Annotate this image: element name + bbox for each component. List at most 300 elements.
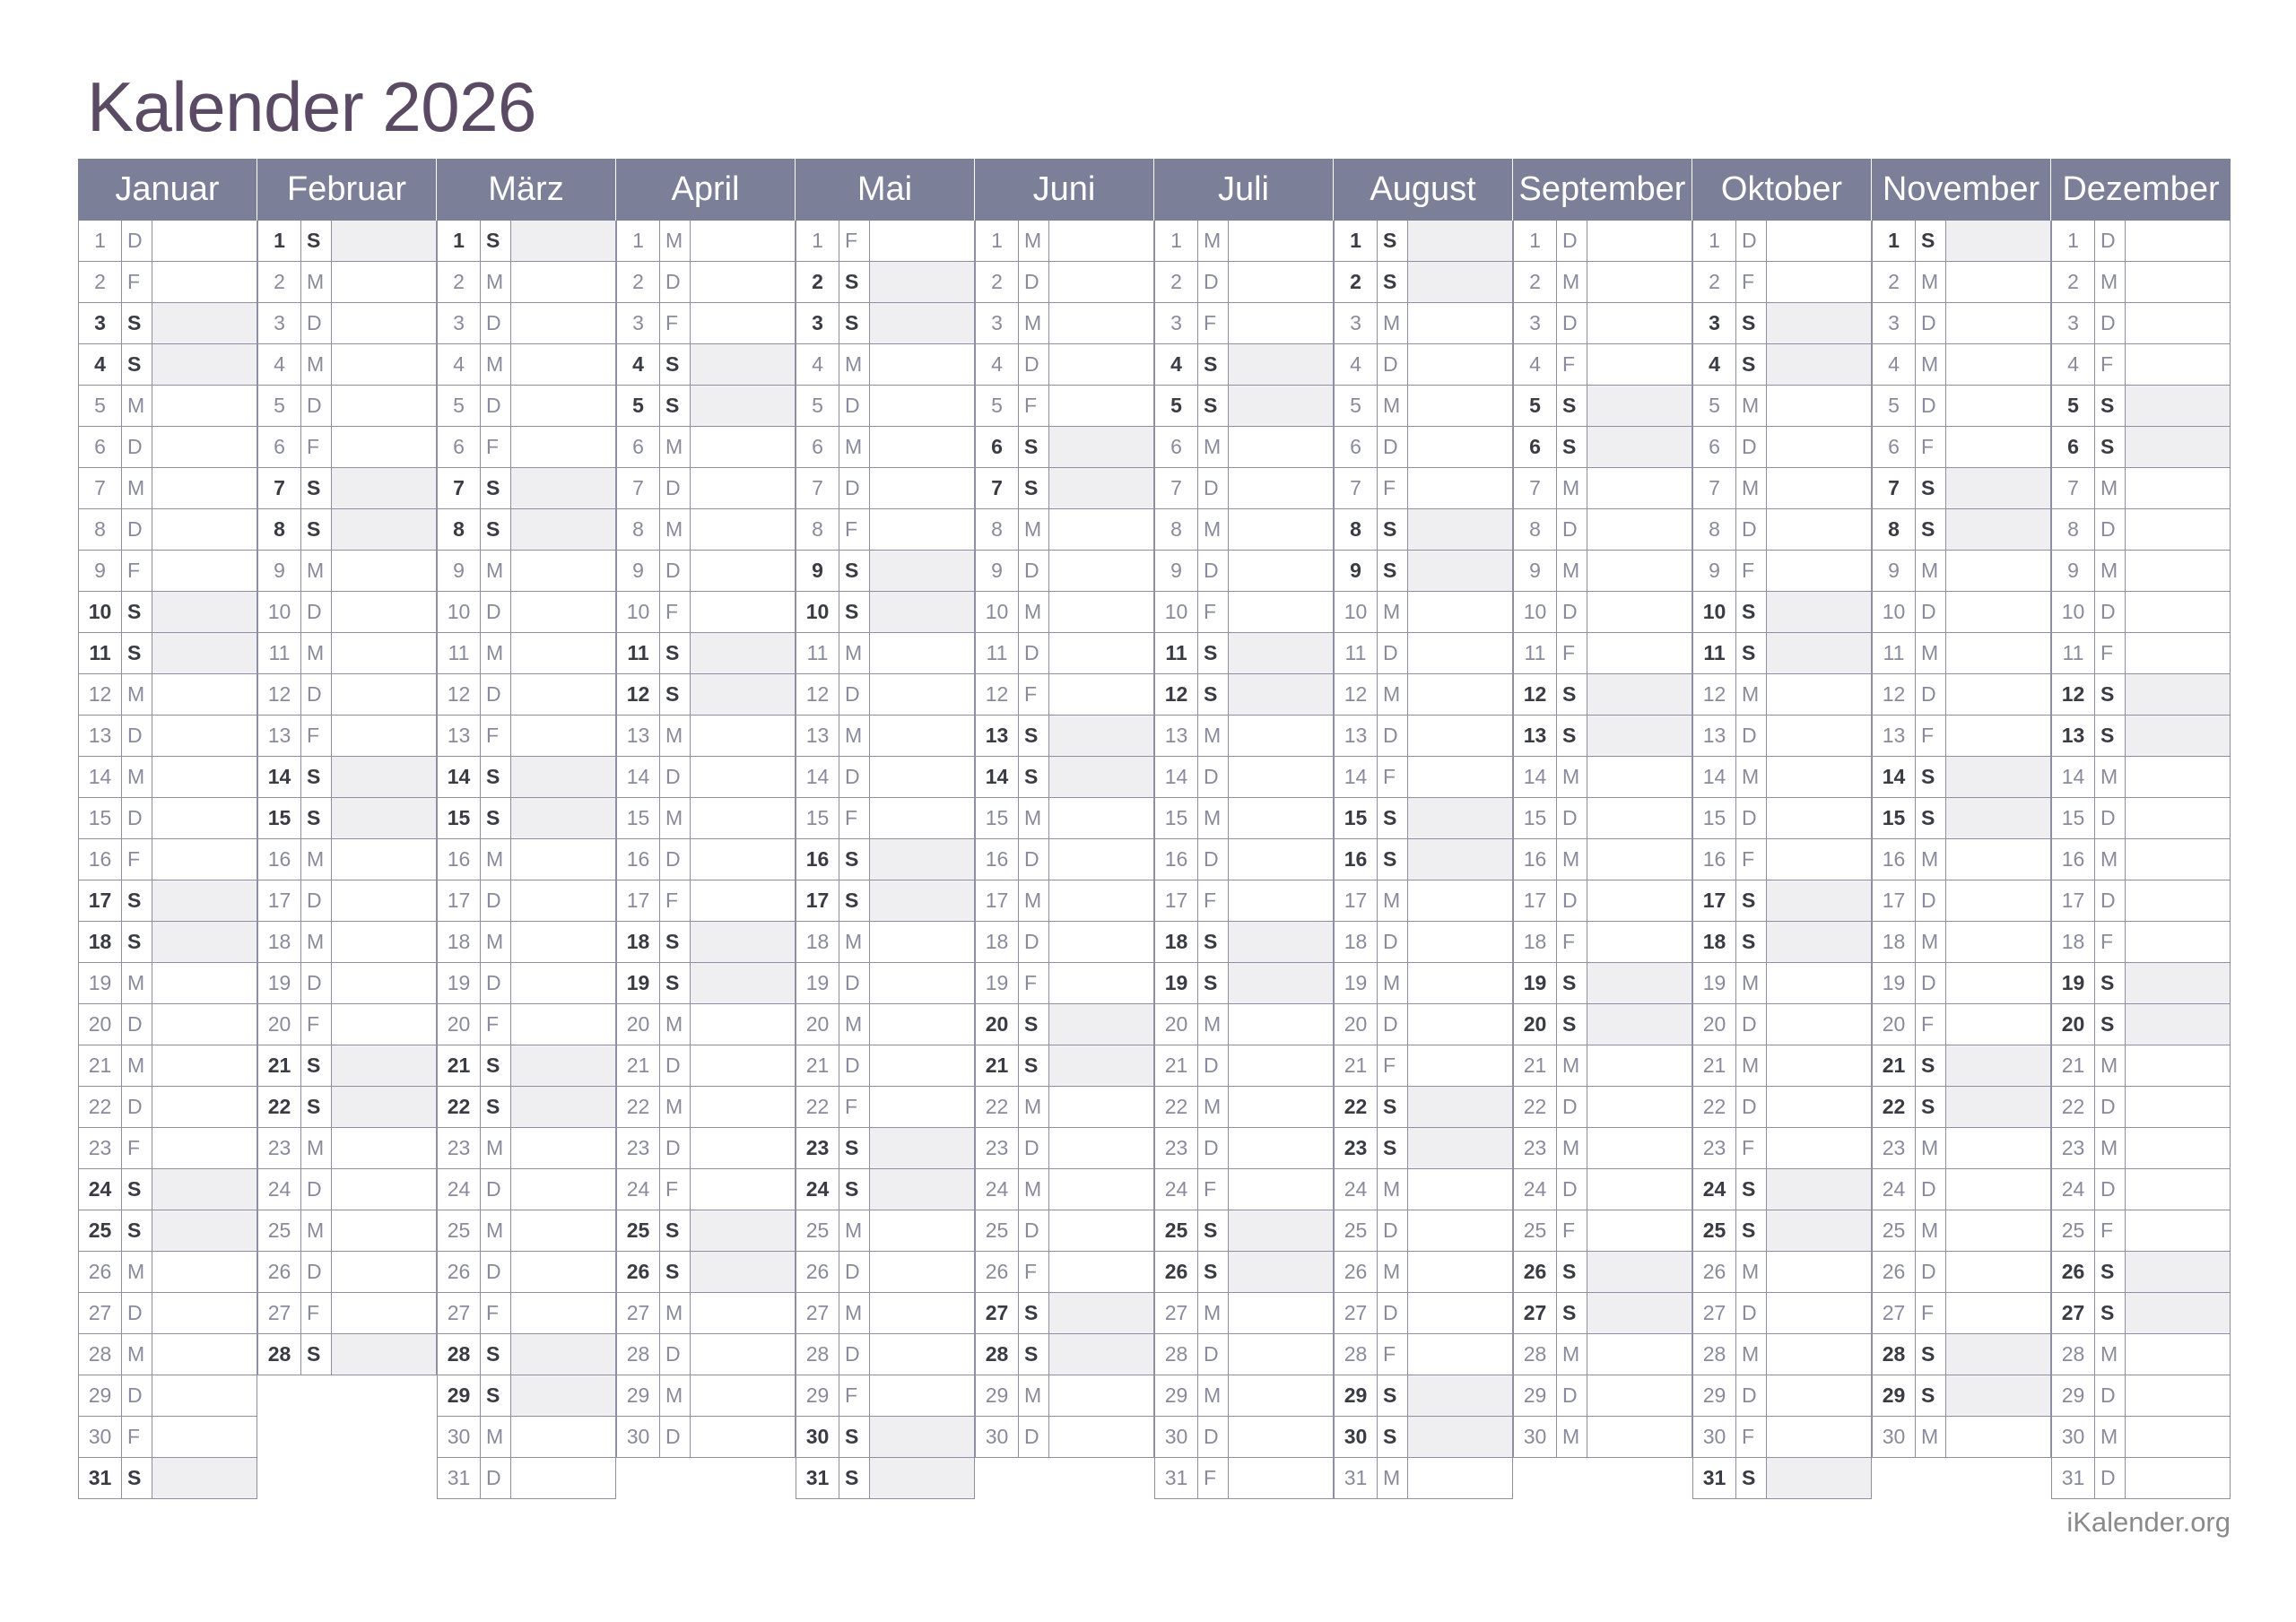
- day-number: 17: [2051, 880, 2095, 921]
- day-row: [2051, 262, 2231, 303]
- day-number: 5: [437, 386, 481, 426]
- day-row: [796, 1087, 975, 1128]
- day-row: [1692, 633, 1872, 674]
- note-cell: [1587, 468, 1692, 508]
- note-cell: [870, 1293, 975, 1333]
- weekday-letter: S: [1019, 1004, 1049, 1045]
- note-cell: [1587, 922, 1692, 962]
- weekday-letter: F: [839, 798, 870, 838]
- day-row: [1154, 551, 1334, 592]
- note-cell: [2126, 1169, 2231, 1210]
- weekday-letter: M: [1557, 262, 1587, 302]
- note-cell: [332, 1004, 437, 1045]
- month-column: [257, 221, 437, 1499]
- weekday-letter: M: [1916, 262, 1946, 302]
- day-number: 7: [796, 468, 839, 508]
- weekday-letter: D: [2095, 1375, 2126, 1416]
- day-row: [257, 427, 437, 468]
- day-row: [1872, 1128, 2051, 1169]
- day-number: 11: [1154, 633, 1198, 673]
- weekday-letter: S: [1378, 1417, 1408, 1457]
- weekday-letter: F: [481, 1004, 511, 1045]
- note-cell: [152, 880, 257, 921]
- day-number: 4: [796, 344, 839, 385]
- day-number: 28: [257, 1334, 301, 1375]
- day-number: 10: [437, 592, 481, 632]
- weekday-letter: D: [1198, 262, 1229, 302]
- day-row: [1334, 592, 1513, 633]
- day-number: 4: [1872, 344, 1916, 385]
- note-cell: [1946, 262, 2051, 302]
- weekday-letter: S: [1916, 1375, 1946, 1416]
- note-cell: [332, 798, 437, 838]
- day-number: 20: [1334, 1004, 1378, 1045]
- note-cell: [152, 1128, 257, 1168]
- day-number: 24: [1154, 1169, 1198, 1210]
- day-row: [1154, 1169, 1334, 1210]
- note-cell: [1408, 839, 1513, 880]
- weekday-letter: M: [1198, 1004, 1229, 1045]
- weekday-letter: D: [839, 386, 870, 426]
- note-cell: [691, 303, 796, 343]
- day-row: [2051, 221, 2231, 262]
- note-cell: [691, 1169, 796, 1210]
- day-row: [1513, 1417, 1692, 1458]
- note-cell: [1049, 1169, 1154, 1210]
- day-number: 18: [1334, 922, 1378, 962]
- day-row: [796, 1417, 975, 1458]
- day-row: [1513, 386, 1692, 427]
- weekday-letter: D: [1916, 303, 1946, 343]
- note-cell: [511, 1334, 616, 1375]
- note-cell: [511, 386, 616, 426]
- weekday-letter: S: [1019, 1293, 1049, 1333]
- day-number: 13: [78, 716, 122, 756]
- day-number: 1: [616, 221, 660, 261]
- day-number: 8: [437, 509, 481, 550]
- weekday-letter: S: [1557, 963, 1587, 1003]
- day-row: [1513, 344, 1692, 386]
- day-row: [1154, 509, 1334, 551]
- day-number: 4: [616, 344, 660, 385]
- day-number: 28: [1154, 1334, 1198, 1375]
- note-cell: [1408, 1458, 1513, 1498]
- day-row: [437, 633, 616, 674]
- note-cell: [152, 1045, 257, 1086]
- note-cell: [511, 1293, 616, 1333]
- day-row: [1334, 757, 1513, 798]
- day-row: [2051, 592, 2231, 633]
- weekday-letter: S: [481, 1375, 511, 1416]
- day-number: 6: [1513, 427, 1557, 467]
- weekday-letter: S: [839, 1458, 870, 1498]
- weekday-letter: D: [1736, 1293, 1767, 1333]
- note-cell: [1946, 674, 2051, 715]
- day-row: [1513, 427, 1692, 468]
- day-row: [2051, 427, 2231, 468]
- weekday-letter: S: [1019, 1334, 1049, 1375]
- day-number: 21: [1872, 1045, 1916, 1086]
- weekday-letter: M: [1378, 303, 1408, 343]
- weekday-letter: M: [1019, 1169, 1049, 1210]
- note-cell: [1946, 344, 2051, 385]
- day-number: 6: [1154, 427, 1198, 467]
- day-number: 30: [1872, 1417, 1916, 1457]
- weekday-letter: S: [1378, 221, 1408, 261]
- day-number: 29: [796, 1375, 839, 1416]
- day-row: [616, 1334, 796, 1375]
- day-number: 13: [1513, 716, 1557, 756]
- day-row: [78, 1087, 257, 1128]
- weekday-letter: D: [122, 1293, 152, 1333]
- day-row: [616, 922, 796, 963]
- day-row: [78, 551, 257, 592]
- weekday-letter: M: [1916, 344, 1946, 385]
- note-cell: [1767, 1293, 1872, 1333]
- weekday-letter: D: [1916, 1252, 1946, 1292]
- day-number: 12: [78, 674, 122, 715]
- weekday-letter: M: [839, 1293, 870, 1333]
- day-row: [78, 468, 257, 509]
- weekday-letter: M: [481, 1210, 511, 1251]
- weekday-letter: D: [1019, 262, 1049, 302]
- note-cell: [1229, 880, 1334, 921]
- day-row: [1154, 633, 1334, 674]
- note-cell: [2126, 1128, 2231, 1168]
- day-row: [78, 757, 257, 798]
- day-number: 23: [1692, 1128, 1736, 1168]
- weekday-letter: D: [1019, 633, 1049, 673]
- day-number: 16: [1513, 839, 1557, 880]
- weekday-letter: S: [660, 1210, 691, 1251]
- day-number: 30: [1692, 1417, 1736, 1457]
- month-header: November: [1872, 159, 2051, 221]
- day-number: 23: [437, 1128, 481, 1168]
- weekday-letter: S: [1019, 1045, 1049, 1086]
- day-row: [1334, 1169, 1513, 1210]
- weekday-letter: S: [122, 922, 152, 962]
- day-number: 19: [1513, 963, 1557, 1003]
- day-row: [2051, 880, 2231, 922]
- weekday-letter: D: [660, 1417, 691, 1457]
- weekday-letter: M: [1557, 1334, 1587, 1375]
- weekday-letter: F: [839, 509, 870, 550]
- day-row: [1872, 303, 2051, 344]
- note-cell: [691, 922, 796, 962]
- note-cell: [511, 798, 616, 838]
- day-number: 31: [2051, 1458, 2095, 1498]
- day-row: [975, 839, 1154, 880]
- day-number: 8: [2051, 509, 2095, 550]
- note-cell: [1049, 344, 1154, 385]
- day-row: [975, 757, 1154, 798]
- note-cell: [2126, 221, 2231, 261]
- day-row: [1692, 1293, 1872, 1334]
- day-row: [616, 1210, 796, 1252]
- note-cell: [332, 880, 437, 921]
- weekday-letter: D: [660, 839, 691, 880]
- day-row: [975, 427, 1154, 468]
- note-cell: [511, 427, 616, 467]
- weekday-letter: S: [481, 221, 511, 261]
- weekday-letter: S: [1916, 798, 1946, 838]
- weekday-letter: S: [839, 592, 870, 632]
- note-cell: [1408, 221, 1513, 261]
- note-cell: [1767, 386, 1872, 426]
- day-number: 9: [1872, 551, 1916, 591]
- note-cell: [2126, 798, 2231, 838]
- weekday-letter: D: [122, 1004, 152, 1045]
- day-row: [1334, 1087, 1513, 1128]
- day-row: [975, 386, 1154, 427]
- weekday-letter: S: [301, 1045, 332, 1086]
- day-number: 19: [257, 963, 301, 1003]
- weekday-letter: D: [1557, 1375, 1587, 1416]
- day-row: [2051, 551, 2231, 592]
- day-row: [1872, 1045, 2051, 1087]
- day-row: [1334, 922, 1513, 963]
- day-row: [616, 262, 796, 303]
- note-cell: [332, 1128, 437, 1168]
- day-number: 6: [796, 427, 839, 467]
- note-cell: [332, 1045, 437, 1086]
- day-row: [1692, 551, 1872, 592]
- note-cell: [511, 633, 616, 673]
- note-cell: [1946, 716, 2051, 756]
- note-cell: [511, 344, 616, 385]
- day-row: [796, 551, 975, 592]
- day-number: 27: [257, 1293, 301, 1333]
- weekday-letter: F: [481, 427, 511, 467]
- day-number: 22: [1872, 1087, 1916, 1127]
- note-cell: [332, 963, 437, 1003]
- day-row: [1513, 551, 1692, 592]
- empty-row: [616, 1458, 796, 1499]
- note-cell: [870, 551, 975, 591]
- day-number: 30: [616, 1417, 660, 1457]
- empty-row: [257, 1375, 437, 1417]
- note-cell: [870, 880, 975, 921]
- day-number: 29: [1334, 1375, 1378, 1416]
- weekday-letter: S: [481, 509, 511, 550]
- weekday-letter: M: [481, 551, 511, 591]
- note-cell: [870, 1169, 975, 1210]
- day-row: [78, 1128, 257, 1169]
- day-row: [975, 633, 1154, 674]
- day-number: 29: [78, 1375, 122, 1416]
- weekday-letter: S: [1736, 880, 1767, 921]
- day-row: [78, 839, 257, 880]
- day-row: [437, 551, 616, 592]
- day-row: [1154, 427, 1334, 468]
- day-row: [1154, 1128, 1334, 1169]
- day-row: [975, 262, 1154, 303]
- note-cell: [152, 1293, 257, 1333]
- weekday-letter: S: [481, 1334, 511, 1375]
- note-cell: [1767, 798, 1872, 838]
- day-number: 1: [78, 221, 122, 261]
- weekday-letter: M: [660, 716, 691, 756]
- weekday-letter: D: [839, 963, 870, 1003]
- weekday-letter: S: [1198, 922, 1229, 962]
- day-row: [616, 1252, 796, 1293]
- note-cell: [1229, 963, 1334, 1003]
- day-row: [1334, 1045, 1513, 1087]
- note-cell: [332, 1293, 437, 1333]
- day-row: [1154, 674, 1334, 716]
- day-row: [1872, 674, 2051, 716]
- day-number: 24: [1872, 1169, 1916, 1210]
- day-number: 5: [2051, 386, 2095, 426]
- weekday-letter: M: [1916, 922, 1946, 962]
- day-row: [975, 303, 1154, 344]
- day-number: 4: [2051, 344, 2095, 385]
- day-row: [1334, 674, 1513, 716]
- day-row: [437, 1087, 616, 1128]
- day-number: 30: [437, 1417, 481, 1457]
- note-cell: [691, 1004, 796, 1045]
- day-number: 15: [1513, 798, 1557, 838]
- day-row: [1334, 1417, 1513, 1458]
- day-number: 9: [257, 551, 301, 591]
- day-number: 3: [1154, 303, 1198, 343]
- note-cell: [2126, 1045, 2231, 1086]
- note-cell: [332, 1087, 437, 1127]
- weekday-letter: S: [1198, 633, 1229, 673]
- weekday-letter: D: [1736, 1004, 1767, 1045]
- day-row: [437, 303, 616, 344]
- empty-row: [257, 1417, 437, 1458]
- day-number: 16: [78, 839, 122, 880]
- day-number: 10: [78, 592, 122, 632]
- weekday-letter: D: [839, 1252, 870, 1292]
- month-header: Februar: [257, 159, 437, 221]
- day-number: 31: [437, 1458, 481, 1498]
- note-cell: [1229, 633, 1334, 673]
- note-cell: [2126, 633, 2231, 673]
- note-cell: [1408, 468, 1513, 508]
- day-row: [1692, 592, 1872, 633]
- weekday-letter: S: [1378, 839, 1408, 880]
- day-number: 6: [1692, 427, 1736, 467]
- day-number: 20: [257, 1004, 301, 1045]
- day-number: 15: [1692, 798, 1736, 838]
- day-number: 30: [1334, 1417, 1378, 1457]
- day-row: [975, 798, 1154, 839]
- note-cell: [1587, 1417, 1692, 1457]
- day-row: [796, 880, 975, 922]
- note-cell: [1767, 262, 1872, 302]
- note-cell: [332, 303, 437, 343]
- weekday-letter: S: [481, 1045, 511, 1086]
- day-number: 11: [1334, 633, 1378, 673]
- note-cell: [511, 1087, 616, 1127]
- day-row: [1334, 1128, 1513, 1169]
- weekday-letter: S: [2095, 386, 2126, 426]
- weekday-letter: F: [1378, 1334, 1408, 1375]
- note-cell: [1587, 1210, 1692, 1251]
- weekday-letter: S: [122, 1458, 152, 1498]
- day-number: 14: [78, 757, 122, 797]
- day-row: [1513, 633, 1692, 674]
- day-number: 8: [257, 509, 301, 550]
- day-row: [975, 922, 1154, 963]
- note-cell: [870, 839, 975, 880]
- weekday-letter: S: [1198, 1252, 1229, 1292]
- day-number: 13: [1872, 716, 1916, 756]
- note-cell: [1229, 509, 1334, 550]
- day-number: 18: [616, 922, 660, 962]
- day-row: [257, 344, 437, 386]
- weekday-letter: S: [1378, 509, 1408, 550]
- day-row: [1692, 1458, 1872, 1499]
- day-number: 2: [257, 262, 301, 302]
- day-row: [1513, 798, 1692, 839]
- weekday-letter: M: [1557, 551, 1587, 591]
- note-cell: [511, 1458, 616, 1498]
- day-row: [616, 839, 796, 880]
- weekday-letter: S: [2095, 963, 2126, 1003]
- month-columns: [78, 221, 2231, 1499]
- weekday-letter: M: [1019, 1087, 1049, 1127]
- day-row: [257, 880, 437, 922]
- weekday-letter: S: [839, 1169, 870, 1210]
- day-number: 7: [1154, 468, 1198, 508]
- note-cell: [1408, 1334, 1513, 1375]
- day-row: [2051, 509, 2231, 551]
- note-cell: [2126, 592, 2231, 632]
- day-number: 29: [2051, 1375, 2095, 1416]
- day-row: [1872, 344, 2051, 386]
- weekday-letter: S: [1736, 592, 1767, 632]
- weekday-letter: D: [2095, 509, 2126, 550]
- weekday-letter: S: [301, 1087, 332, 1127]
- note-cell: [332, 427, 437, 467]
- day-number: 18: [1154, 922, 1198, 962]
- note-cell: [1408, 509, 1513, 550]
- day-row: [616, 757, 796, 798]
- day-row: [1872, 798, 2051, 839]
- day-number: 26: [2051, 1252, 2095, 1292]
- day-number: 30: [975, 1417, 1019, 1457]
- weekday-letter: M: [1198, 427, 1229, 467]
- note-cell: [152, 633, 257, 673]
- day-number: 29: [1154, 1375, 1198, 1416]
- day-number: 15: [1154, 798, 1198, 838]
- day-row: [257, 509, 437, 551]
- note-cell: [332, 262, 437, 302]
- weekday-letter: S: [1557, 716, 1587, 756]
- day-number: 19: [2051, 963, 2095, 1003]
- day-row: [78, 1334, 257, 1375]
- note-cell: [2126, 839, 2231, 880]
- day-row: [2051, 1004, 2231, 1045]
- note-cell: [332, 509, 437, 550]
- note-cell: [1229, 427, 1334, 467]
- weekday-letter: D: [122, 1375, 152, 1416]
- day-row: [796, 1252, 975, 1293]
- day-number: 22: [616, 1087, 660, 1127]
- month-column: [2051, 221, 2231, 1499]
- weekday-letter: S: [839, 262, 870, 302]
- note-cell: [1587, 386, 1692, 426]
- day-number: 29: [975, 1375, 1019, 1416]
- day-number: 14: [437, 757, 481, 797]
- day-row: [1692, 922, 1872, 963]
- weekday-letter: D: [839, 1045, 870, 1086]
- day-row: [1692, 1210, 1872, 1252]
- day-number: 31: [78, 1458, 122, 1498]
